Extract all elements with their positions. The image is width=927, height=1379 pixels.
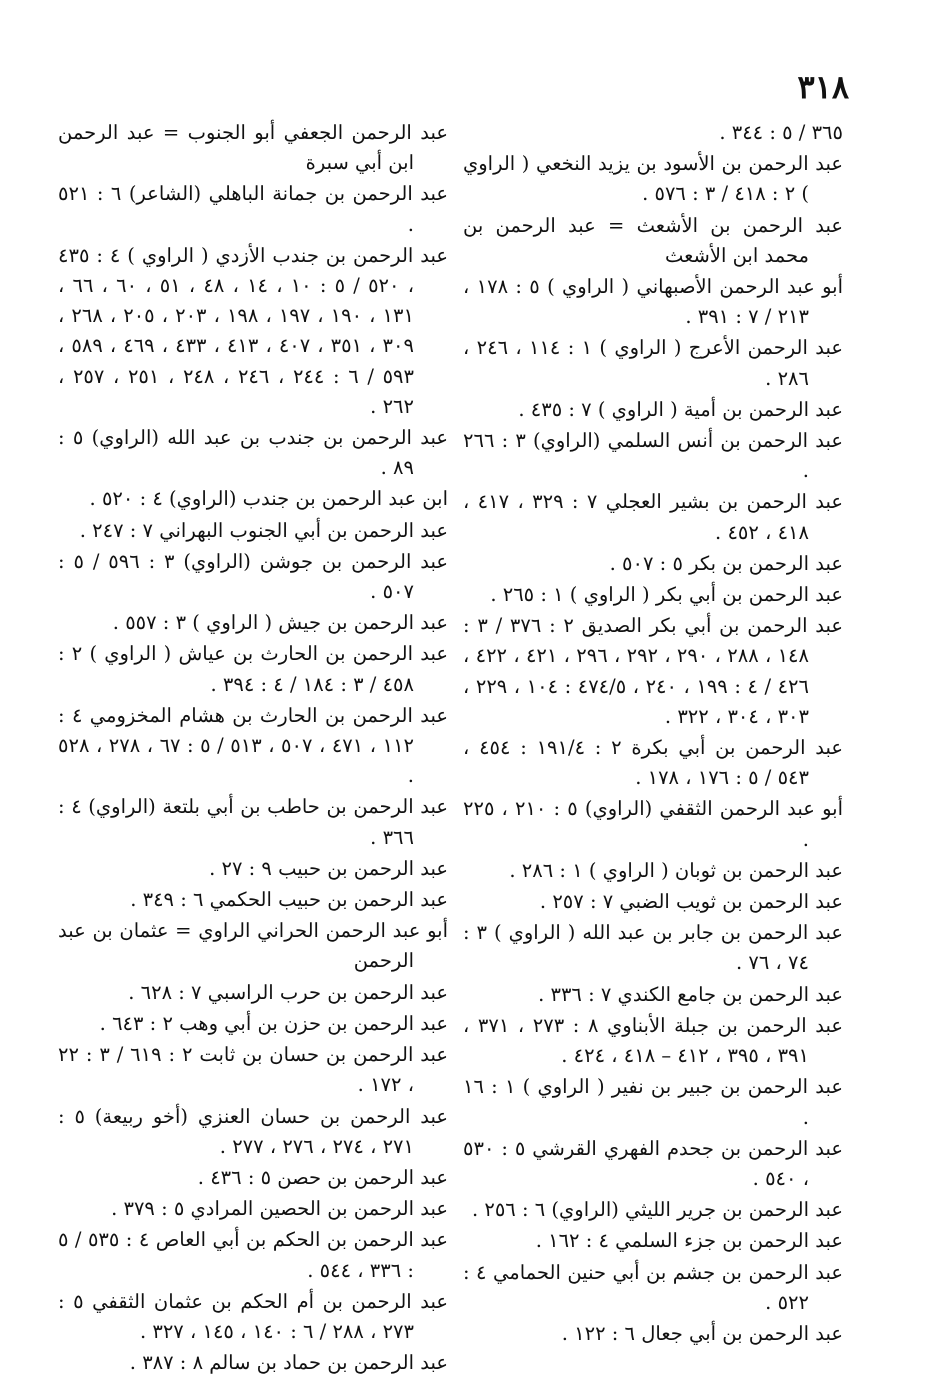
index-entry: عبد الرحمن بن جيش ( الراوي ) ٣ : ٥٥٧ . — [112, 611, 448, 635]
index-entry: عبد الرحمن بن جابر بن عبد الله ( الراوي ) ٣ : ٧٤ ، ٧٦ . — [463, 921, 843, 975]
index-entry: ابن عبد الرحمن بن جندب (الراوي) ٤ : ٥٢٠ . — [89, 487, 448, 511]
index-entry: عبد الرحمن الأعرج ( الراوي ) ١ : ١١٤ ، ٢٤٦ ، ٢٨٦ . — [463, 336, 843, 390]
index-entry: أبو عبد الرحمن الأصبهاني ( الراوي ) ٥ : ١٧٨ ، ٢١٣ / ٧ : ٣٩١ . — [463, 275, 843, 329]
index-entry: عبد الرحمن بن أمية ( الراوي ) ٧ : ٤٣٥ . — [518, 397, 843, 421]
index-entry: عبد الرحمن بن حسان بن ثابت ٢ : ٦١٩ / ٣ : ٢٢ ، ١٧٢ . — [58, 1043, 449, 1097]
index-entry: أبو عبد الرحمن الحراني الراوي = عثمان بن عبد الرحمن — [58, 919, 448, 973]
index-entry: عبد الرحمن بن أبي جعال ٦ : ١٢٢ . — [561, 1321, 843, 1345]
index-entry: عبد الرحمن بن جبير بن نفير ( الراوي ) ١ : ١٦ . — [463, 1075, 843, 1129]
index-entry: عبد الرحمن بن حبيب الحكمي ٦ : ٣٤٩ . — [130, 888, 448, 912]
index-entry: عبد الرحمن بن جندب الأزدي ( الراوي ) ٤ : ٤٣٥ ، ٥٢٠ / ٥ : ١٠ ، ١٤ ، ٤٨ ، ٥١ ، ٦٠ ، ٦٦ ، ١٣١ ، ١٩٠ ، ١٩٧ ، ١٩٨ ، ٢٠٣ ، ٢٠٥ ، ٢٦٨ ، ٣٠٩ ، ٣٥١ ، ٤٠٧ ، ٤١٣ ، ٤٣٣ ، ٤٦٩ ، ٥٨٩ ، ٥٩٣ / ٦ : ٢٤٤ ، ٢٤٦ ، ٢٤٨ ، ٢٥١ ، ٢٥٧ ، ٢٦٢ . — [58, 243, 448, 418]
index-entry: عبد الرحمن بن جرير الليثي (الراوي) ٦ : ٢٥٦ . — [471, 1198, 843, 1222]
index-entry: عبد الرحمن بن أم الحكم بن عثمان الثقفي ٥ : ٢٧٣ ، ٢٨٨ / ٦ : ١٤٠ ، ١٤٥ ، ٣٢٧ . — [58, 1289, 448, 1343]
index-entry: عبد الرحمن بن ثوبان ( الراوي ) ١ : ٢٨٦ . — [509, 858, 843, 882]
index-entry: عبد الرحمن بن أبي بكر ( الراوي ) ١ : ٢٦٥ . — [490, 583, 843, 607]
index-entry: عبد الرحمن الجعفي أبو الجنوب = عبد الرحمن ابن أبي سبرة — [58, 121, 448, 175]
index-entry: عبد الرحمن بن الحصين المرادي ٥ : ٣٧٩ . — [111, 1197, 448, 1221]
index-entry: عبد الرحمن بن حرب الراسبي ٧ : ٦٢٨ . — [128, 980, 448, 1004]
index-entry: عبد الرحمن بن حزن بن أبي وهب ٢ : ٦٤٣ . — [99, 1011, 448, 1035]
index-entry: عبد الرحمن بن حسان العنزي (أخو ربيعة) ٥ : ٢٧١ ، ٢٧٤ ، ٢٧٦ ، ٢٧٧ . — [58, 1104, 448, 1158]
index-entry: عبد الرحمن بن الأسود بن يزيد النخعي ( الراوي ) ٢ : ٤١٨ / ٣ : ٥٧٦ . — [463, 152, 843, 206]
index-entry: أبو عبد الرحمن الثقفي (الراوي) ٥ : ٢١٠ ، ٢٢٥ . — [463, 797, 843, 851]
index-entry: عبد الرحمن بن الحارث بن عياش ( الراوي ) ٢ : ٤٥٨ / ٣ : ١٨٤ / ٤ : ٣٩٤ . — [58, 642, 448, 696]
right-column — [463, 118, 843, 1350]
index-entry: عبد الرحمن بن بشير العجلي ٧ : ٣٢٩ ، ٤١٧ ، ٤١٨ ، ٤٥٢ . — [463, 490, 844, 544]
index-entry: عبد الرحمن بن جندب بن عبد الله (الراوي) ٥ : ٨٩ . — [58, 426, 448, 480]
index-entry: عبد الرحمن بن ثويب الضبي ٧ : ٢٥٧ . — [539, 890, 843, 914]
index-entry: عبد الرحمن بن الأشعث = عبد الرحمن بن محمد ابن الأشعث — [463, 213, 843, 267]
index-entry: عبد الرحمن بن جزء السلمي ٤ : ١٦٢ . — [535, 1229, 843, 1253]
index-entry: عبد الرحمن بن أبي بكرة ٢ : ١٩١/٤ : ٤٥٤ ، ٥٤٣ / ٥ : ١٧٦ ، ١٧٨ . — [463, 736, 844, 790]
index-entry: عبد الرحمن بن جوشن (الراوي) ٣ : ٥٩٦ / ٥ : ٥٠٧ . — [58, 549, 448, 604]
index-entry: عبد الرحمن بن الحارث بن هشام المخزومي ٤ : ١١٢ ، ٤٧١ ، ٥٠٧ ، ٥١٣ / ٥ : ٦٧ ، ٢٧٨ ، ٥٢٨ . — [58, 703, 448, 788]
index-entry: عبد الرحمن بن جامع الكندي ٧ : ٣٣٦ . — [538, 982, 843, 1006]
index-entry: عبد الرحمن بن جشم بن أبي حنين الحمامي ٤ : ٥٢٢ . — [463, 1260, 843, 1314]
index-entry: عبد الرحمن بن حبيب ٩ : ٢٧ . — [209, 856, 448, 880]
index-entry: عبد الرحمن بن جمانة الباهلي (الشاعر) ٦ : ٥٢١ . — [58, 182, 448, 236]
index-entry: عبد الرحمن بن جحدم الفهري القرشي ٥ : ٥٣٠ ، ٥٤٠ . — [463, 1136, 843, 1190]
index-entry: عبد الرحمن بن حصن ٥ : ٤٣٦ . — [197, 1165, 448, 1189]
index-entry: عبد الرحمن بن حاطب بن أبي بلتعة (الراوي) ٤ : ٣٦٦ . — [58, 795, 448, 849]
index-entry: عبد الرحمن بن أبي الجنوب البهراني ٧ : ٢٤٧ . — [79, 518, 448, 542]
index-entry: عبد الرحمن بن جبلة الأبناوي ٨ : ٢٧٣ ، ٣٧١ ، ٣٩١ ، ٣٩٥ ، ٤١٢ – ٤١٨ ، ٤٢٤ . — [463, 1013, 843, 1068]
page-number: ٣١٨ — [797, 68, 849, 106]
index-entry: عبد الرحمن بن حماد بن سالم ٨ : ٣٨٧ . — [129, 1351, 448, 1375]
index-entry: عبد الرحمن بن بكر ٥ : ٥٠٧ . — [609, 551, 843, 575]
index-entry: عبد الرحمن بن أنس السلمي (الراوي) ٣ : ٢٦٦ . — [463, 429, 843, 483]
index-entry: ٣٦٥ / ٥ : ٣٤٤ . — [719, 121, 843, 144]
index-entry: عبد الرحمن بن الحكم بن أبي العاص ٤ : ٥٣٥ / ٥ : ٣٣٦ ، ٥٤٤ . — [58, 1228, 449, 1282]
left-column — [58, 118, 448, 1379]
index-entry: عبد الرحمن بن أبي بكر الصديق ٢ : ٣٧٦ / ٣ : ١٤٨ ، ٢٨٨ ، ٢٩٠ ، ٢٩٢ ، ٢٩٦ ، ٤٢١ ، ٤٢٢ ، ٤٢٦ / ٤ : ١٩٩ ، ٢٤٠ ، ٤٧٤/٥ : ١٠٤ ، ٢٢٩ ، ٣٠٣ ، ٣٠٤ ، ٣٢٢ . — [463, 614, 844, 728]
